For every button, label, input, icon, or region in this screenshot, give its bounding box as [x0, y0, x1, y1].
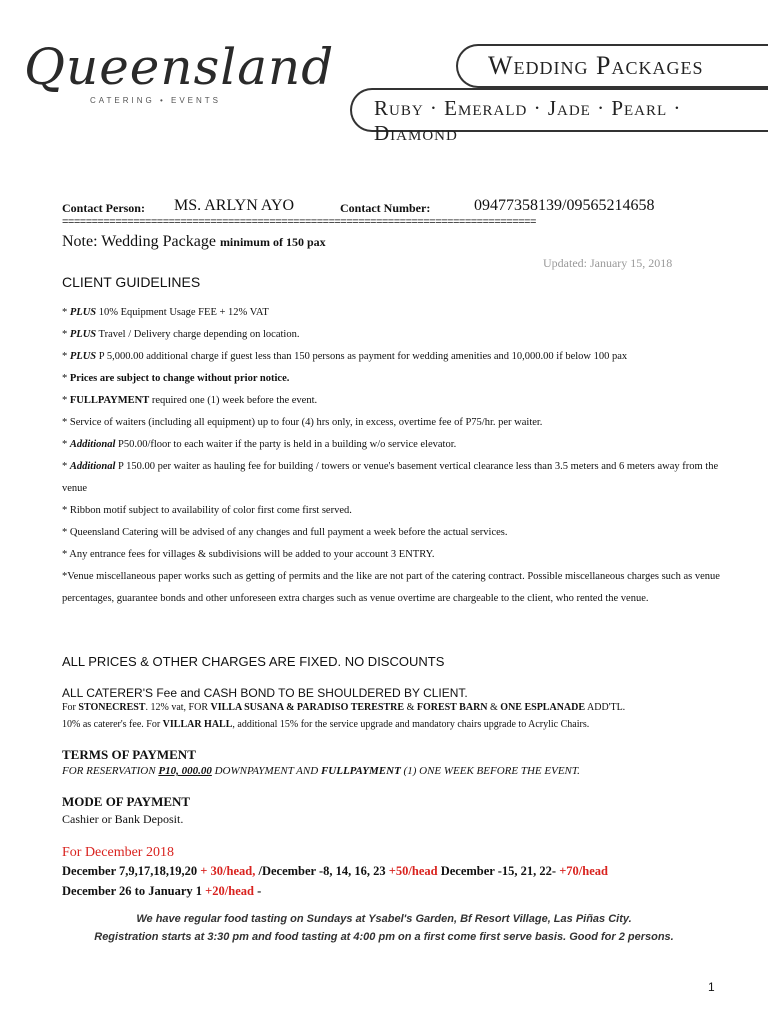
- logo-subtitle: CATERING • EVENTS: [90, 96, 221, 105]
- contact-person-label: Contact Person:: [62, 201, 145, 215]
- contact-person: MS. ARLYN AYO: [174, 197, 295, 214]
- december-rates-line-2: December 26 to January 1 +20/head -: [62, 884, 262, 898]
- guideline-item: * FULLPAYMENT required one (1) week before the event.: [62, 395, 318, 406]
- terms-text: FOR RESERVATION P10, 000.00 DOWNPAYMENT AND FULLPAYMENT (1) ONE WEEK BEFORE THE EVENT.: [62, 765, 580, 777]
- contact-number: 09477358139/09565214658: [474, 197, 655, 214]
- tiers-text: Ruby · Emerald · Jade · Pearl · Diamond: [374, 96, 682, 145]
- contact-number-label: Contact Number:: [340, 201, 431, 215]
- mode-heading: MODE OF PAYMENT: [62, 794, 191, 809]
- package-note: Note: Wedding Package minimum of 150 pax: [62, 233, 326, 250]
- guidelines-heading: CLIENT GUIDELINES: [62, 274, 201, 290]
- food-tasting-note: We have regular food tasting on Sundays at Ysabel's Garden, Bf Resort Village, Las Piñas City.: [136, 913, 632, 925]
- guideline-item: * Additional P 150.00 per waiter as hauling fee for building / towers or venue's basement vertical clearance less than 3.5 meters and 6 meters away from the venue: [62, 461, 719, 494]
- guideline-item: * PLUS 10% Equipment Usage FEE + 12% VAT: [62, 307, 269, 318]
- guideline-item: * Prices are subject to change without prior notice.: [62, 373, 290, 384]
- divider-rule: ================================================================================: [62, 216, 536, 228]
- guideline-item: * PLUS Travel / Delivery charge depending on location.: [62, 329, 300, 340]
- december-heading: For December 2018: [62, 845, 174, 860]
- venue-notes: For STONECREST. 12% vat, FOR VILLA SUSANA & PARADISO TERESTRE & FOREST BARN & ONE ESPLANADE ADD'TL. 10% as caterer's fee. For VILLAR HALL, additional 15% for the service upgrade and mandatory chairs upgrade to Acrylic Chairs.: [62, 702, 626, 730]
- updated-date: Updated: January 15, 2018: [543, 256, 673, 270]
- caterer-fee-notice: ALL CATERER'S Fee and CASH BOND TO BE SHOULDERED BY CLIENT.: [62, 686, 468, 700]
- mode-text: Cashier or Bank Deposit.: [62, 812, 184, 826]
- page-number: 1: [708, 980, 715, 994]
- terms-heading: TERMS OF PAYMENT: [62, 747, 196, 762]
- guideline-item: * Additional P50.00/floor to each waiter if the party is held in a building w/o service elevator.: [62, 439, 457, 450]
- guideline-item: * Any entrance fees for villages & subdivisions will be added to your account 3 ENTRY.: [62, 549, 435, 560]
- logo-name: Queensland: [24, 38, 335, 96]
- guideline-item: * PLUS P 5,000.00 additional charge if guest less than 150 persons as payment for wedding amenities and 10,000.00 if below 100 pax: [62, 351, 628, 362]
- fixed-prices-notice: ALL PRICES & OTHER CHARGES ARE FIXED. NO DISCOUNTS: [62, 654, 445, 669]
- guideline-item: * Queensland Catering will be advised of any changes and full payment a week before the actual services.: [62, 527, 508, 538]
- registration-note: Registration starts at 3:30 pm and food tasting at 4:00 pm on a first come first serve basis. Good for 2 persons.: [94, 931, 674, 943]
- guideline-item: * Ribbon motif subject to availability of color first come first served.: [62, 505, 352, 516]
- guideline-item: * Service of waiters (including all equipment) up to four (4) hrs only, in excess, overtime fee of P75/hr. per waiter.: [62, 417, 543, 428]
- guideline-item: *Venue miscellaneous paper works such as getting of permits and the like are not part of the catering contract. Possible miscellaneous charges such as venue percentages, guarantee bonds and other unforeseen extra charges such as venue overtime are chargeable to the client, who rented the venue.: [62, 571, 720, 604]
- december-rates-line-1: December 7,9,17,18,19,20 + 30/head, /December -8, 14, 16, 23 +50/head December -15, 21, 22- +70/head: [62, 864, 608, 878]
- packages-title: Wedding Packages: [488, 51, 704, 80]
